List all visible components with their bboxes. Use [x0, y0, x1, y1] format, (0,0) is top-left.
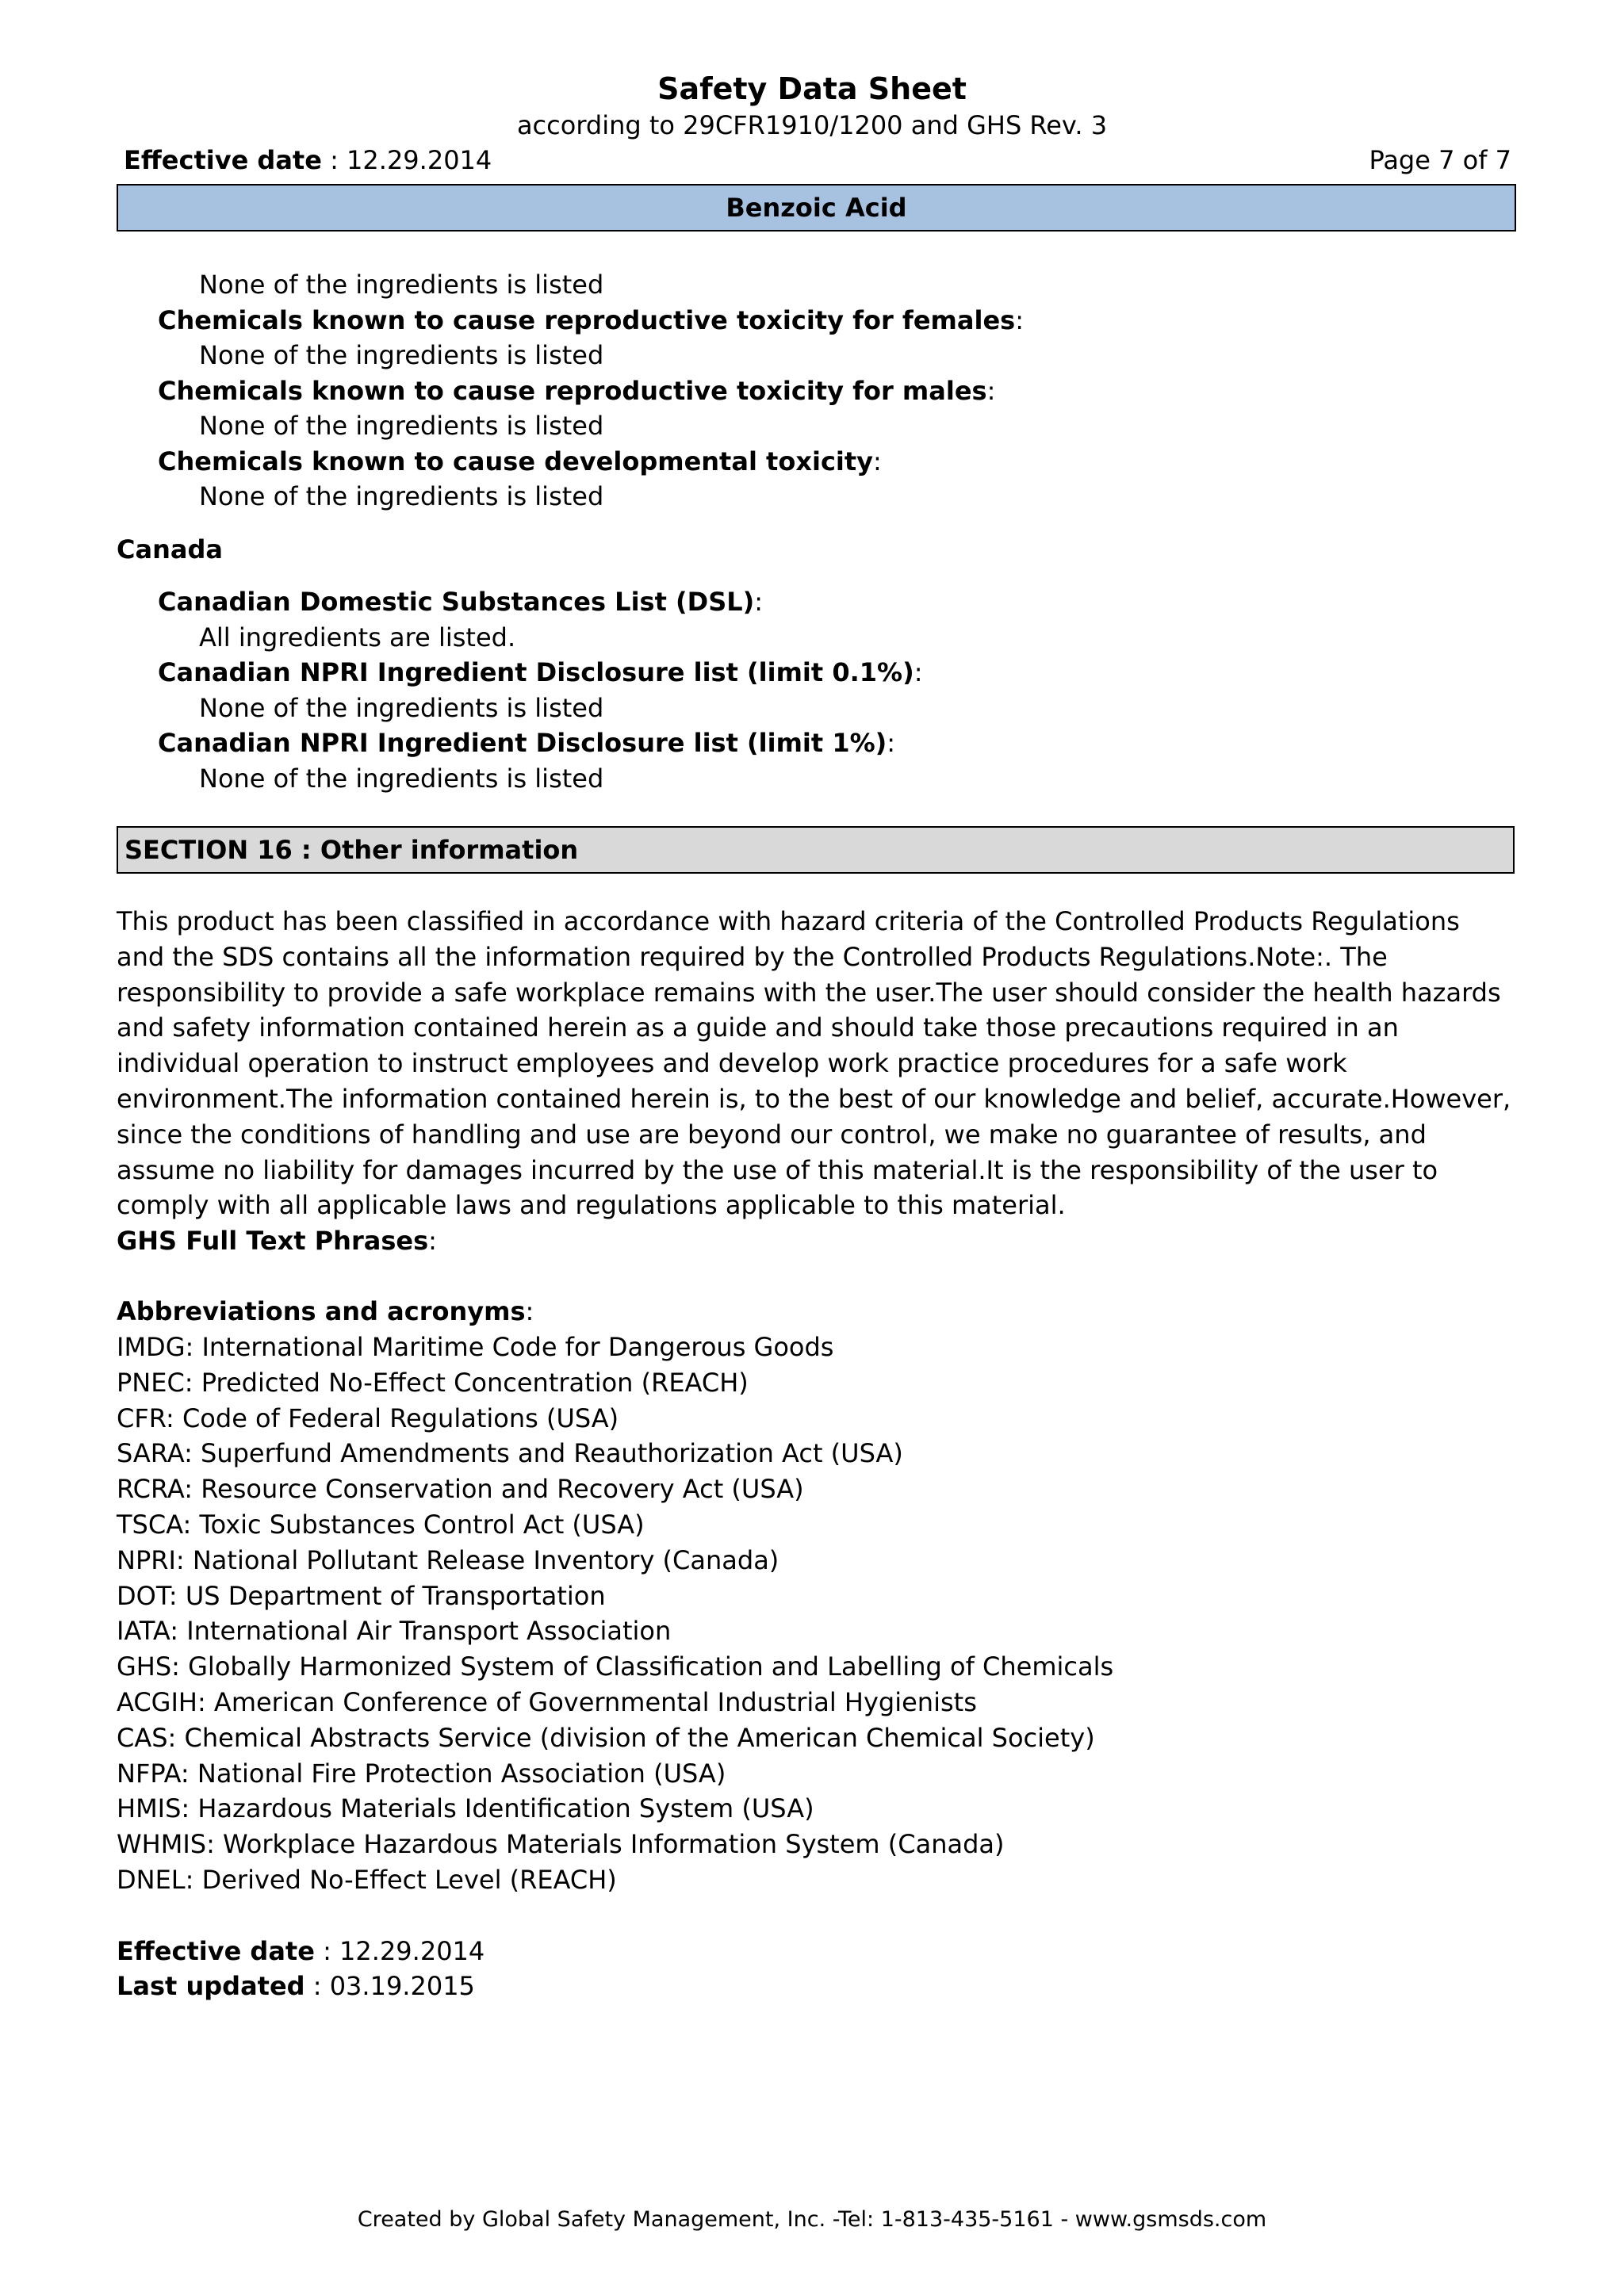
abbreviation-item: SARA: Superfund Amendments and Reauthorization Act (USA) — [117, 1438, 903, 1469]
section16-paragraph: This product has been classified in accordance with hazard criteria of the Controlled Products Regulations and the SDS contains all the information required by the Controlled Products Regulations.Note:. The responsibility to provide a safe workplace remains with the user.The user should consider the health hazards and safety information contained herein as a guide and should take those precautions required in an individual operation to instruct employees and develop work practice procedures for a safe work environment.The information contained herein is, to the best of our knowledge and belief, accurate.However, since the conditions of handling and use are beyond our control, we make no guarantee of results, and assume no liability for damages incurred by the use of this material.It is the responsibility of the user to comply with all applicable laws and regulations applicable to this material. — [117, 906, 1511, 1221]
effective-date-footer-value: : 12.29.2014 — [314, 1935, 485, 1966]
abbreviations-label: Abbreviations and acronyms — [117, 1296, 526, 1327]
abbreviation-item: CAS: Chemical Abstracts Service (division of the American Chemical Society) — [117, 1722, 1095, 1753]
ghs-full-text-entry: GHS Full Text Phrases: — [117, 1226, 437, 1257]
abbreviations-entry: Abbreviations and acronyms: — [117, 1296, 534, 1327]
abbreviation-item: GHS: Globally Harmonized System of Classification and Labelling of Chemicals — [117, 1651, 1114, 1682]
section16-header: SECTION 16 : Other information — [117, 826, 1515, 874]
effective-date-footer — [117, 1934, 1515, 1969]
males-entry: Chemicals known to cause reproductive toxicity for males: — [158, 375, 996, 406]
npri1-label: Canadian NPRI Ingredient Disclosure list (limit 1%) — [158, 728, 887, 758]
abbreviation-item: RCRA: Resource Conservation and Recovery Act (USA) — [117, 1474, 804, 1505]
dsl-entry: Canadian Domestic Substances List (DSL): — [158, 587, 764, 617]
abbreviations-list — [117, 1330, 1515, 1898]
last-updated-value: : 03.19.2015 — [304, 1971, 475, 2002]
document-subtitle: according to 29CFR1910/1200 and GHS Rev. 3 — [516, 110, 1108, 140]
abbreviation-item: HMIS: Hazardous Materials Identification System (USA) — [117, 1793, 814, 1824]
npri01-label: Canadian NPRI Ingredient Disclosure list (limit 0.1%) — [158, 657, 914, 687]
canada-heading — [117, 532, 1515, 568]
ghs-full-text-label: GHS Full Text Phrases — [117, 1226, 429, 1257]
dsl-label: Canadian Domestic Substances List (DSL) — [158, 587, 755, 617]
males-value: None of the ingredients is listed — [199, 411, 604, 441]
dsl-value: All ingredients are listed. — [199, 622, 516, 652]
product-name-bar: Benzoic Acid — [117, 184, 1516, 232]
effective-date-value: : 12.29.2014 — [321, 145, 492, 175]
effective-date-header — [124, 143, 492, 178]
effective-date-label: Effective date — [124, 145, 322, 175]
developmental-value: None of the ingredients is listed — [199, 481, 604, 511]
last-updated — [117, 1969, 1515, 2004]
females-label: Chemicals known to cause reproductive toxicity for females — [158, 304, 1016, 335]
abbreviation-item: WHMIS: Workplace Hazardous Materials Information System (Canada) — [117, 1829, 1005, 1860]
abbreviation-item: CFR: Code of Federal Regulations (USA) — [117, 1402, 619, 1433]
abbreviation-item: ACGIH: American Conference of Governmental Industrial Hygienists — [117, 1686, 977, 1717]
canada-heading-text: Canada — [117, 534, 223, 564]
npri1-value: None of the ingredients is listed — [199, 763, 604, 794]
males-label: Chemicals known to cause reproductive toxicity for males — [158, 375, 987, 406]
females-entry: Chemicals known to cause reproductive toxicity for females: — [158, 304, 1024, 335]
females-value: None of the ingredients is listed — [199, 340, 604, 370]
npri1-entry: Canadian NPRI Ingredient Disclosure list (limit 1%): — [158, 728, 896, 758]
abbreviation-item: IMDG: International Maritime Code for Dangerous Goods — [117, 1331, 834, 1362]
abbreviation-item: TSCA: Toxic Substances Control Act (USA) — [117, 1509, 645, 1540]
abbreviation-item: DOT: US Department of Transportation — [117, 1580, 606, 1611]
page-number: Page 7 of 7 — [1369, 145, 1511, 175]
abbreviation-item: PNEC: Predicted No-Effect Concentration (REACH) — [117, 1367, 749, 1398]
developmental-entry: Chemicals known to cause developmental toxicity: — [158, 446, 882, 476]
abbreviation-item: NFPA: National Fire Protection Association (USA) — [117, 1758, 726, 1789]
page-footer: Created by Global Safety Management, Inc. -Tel: 1-813-435-5161 - www.gsmsds.com — [357, 2207, 1267, 2232]
npri01-entry: Canadian NPRI Ingredient Disclosure list (limit 0.1%): — [158, 657, 923, 687]
last-updated-label: Last updated — [117, 1971, 305, 2002]
effective-date-footer-label: Effective date — [117, 1935, 315, 1966]
abbreviation-item: NPRI: National Pollutant Release Inventory (Canada) — [117, 1544, 779, 1575]
developmental-label: Chemicals known to cause developmental toxicity — [158, 446, 874, 476]
document-body — [117, 267, 1515, 2004]
prop65-first-value: None of the ingredients is listed — [199, 270, 604, 300]
abbreviation-item: DNEL: Derived No-Effect Level (REACH) — [117, 1864, 617, 1895]
abbreviation-item: IATA: International Air Transport Association — [117, 1616, 672, 1647]
npri01-value: None of the ingredients is listed — [199, 692, 604, 723]
document-title: Safety Data Sheet — [657, 71, 967, 106]
